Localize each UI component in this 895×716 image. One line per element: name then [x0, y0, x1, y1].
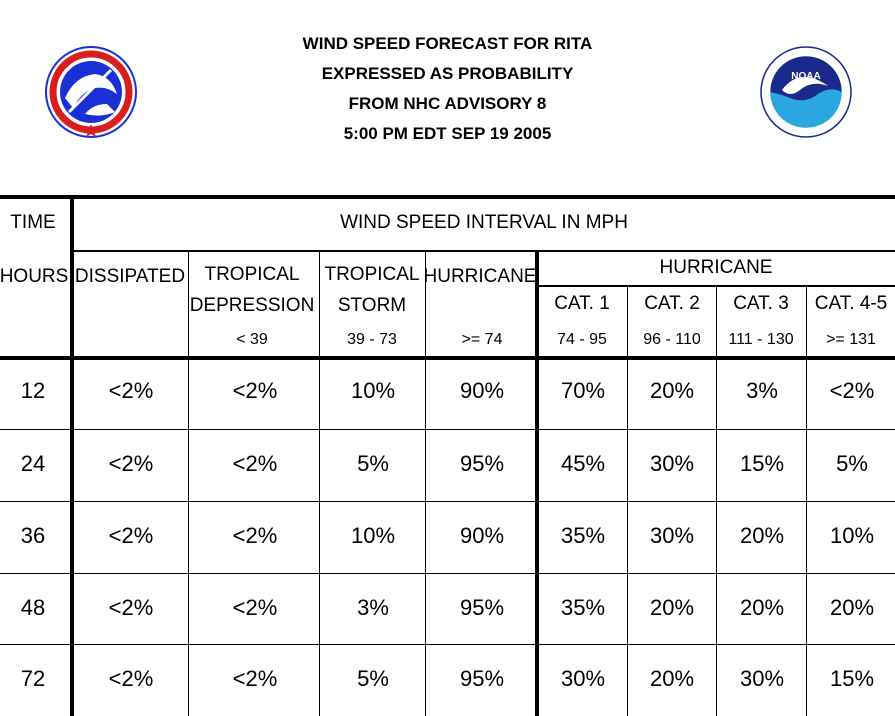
cell-cat2: 20%	[649, 666, 695, 691]
cell-cat3: 20%	[739, 523, 785, 548]
cell-cat2: 20%	[649, 595, 695, 620]
header-cat45: CAT. 4-5	[814, 293, 888, 314]
cell-cat45: 5%	[836, 451, 868, 476]
cell-cat45: 20%	[829, 595, 875, 620]
column-divider	[627, 285, 628, 716]
cell-cat2: 20%	[649, 378, 695, 403]
cell-tropical-depression: <2%	[232, 378, 278, 403]
column-divider	[806, 285, 807, 716]
header-dissipated: DISSIPATED	[74, 266, 186, 287]
cell-hurricane: 95%	[459, 451, 505, 476]
column-divider	[716, 285, 717, 716]
cell-dissipated: <2%	[108, 451, 154, 476]
cell-tropical-depression: <2%	[232, 523, 278, 548]
cell-hours: 72	[20, 666, 46, 691]
cell-tropical-storm: 10%	[350, 523, 396, 548]
header-hurricane: HURRICANE	[423, 266, 537, 287]
cell-cat3: 20%	[739, 595, 785, 620]
header-ts-line2: STORM	[337, 295, 407, 316]
header-wind-interval: WIND SPEED INTERVAL IN MPH	[340, 212, 628, 233]
cell-cat45: 15%	[829, 666, 875, 691]
header-cat3: CAT. 3	[733, 293, 789, 314]
header-time: TIME	[10, 212, 56, 233]
cell-hurricane: 95%	[459, 666, 505, 691]
cell-tropical-storm: 10%	[350, 378, 396, 403]
header-td-line2: DEPRESSION	[189, 295, 315, 316]
cell-hours: 36	[20, 523, 46, 548]
column-divider	[425, 250, 426, 716]
nws-logo-icon	[45, 46, 137, 138]
cell-cat3: 15%	[739, 451, 785, 476]
header-cat3-range: 111 - 130	[728, 331, 794, 348]
row-divider	[0, 644, 895, 645]
header-bottom-border	[0, 356, 895, 360]
cell-cat1: 35%	[560, 523, 606, 548]
cell-cat45: 10%	[829, 523, 875, 548]
header-hurricane-group: HURRICANE	[659, 257, 773, 278]
header-ts-range: 39 - 73	[347, 331, 397, 348]
cell-cat1: 70%	[560, 378, 606, 403]
header-ts-line1: TROPICAL	[324, 264, 420, 285]
header-cat1-range: 74 - 95	[557, 331, 607, 348]
noaa-logo-icon	[760, 46, 852, 138]
column-divider	[188, 250, 189, 716]
cell-hurricane: 95%	[459, 595, 505, 620]
cell-hurricane: 90%	[459, 378, 505, 403]
cell-dissipated: <2%	[108, 523, 154, 548]
header-td-range: < 39	[236, 331, 268, 348]
row-divider	[0, 501, 895, 502]
cell-cat1: 35%	[560, 595, 606, 620]
noaa-logo-text: NOAA	[791, 71, 821, 82]
cell-tropical-storm: 3%	[357, 595, 389, 620]
row-divider	[0, 429, 895, 430]
table-top-border	[0, 195, 895, 199]
cell-hours: 12	[20, 378, 46, 403]
cell-cat1: 30%	[560, 666, 606, 691]
column-divider-thick	[70, 195, 74, 716]
column-divider-thick	[535, 250, 539, 716]
cell-dissipated: <2%	[108, 595, 154, 620]
cell-cat1: 45%	[560, 451, 606, 476]
header-divider	[72, 250, 895, 252]
cell-cat3: 3%	[746, 378, 778, 403]
cell-hours: 48	[20, 595, 46, 620]
cell-tropical-depression: <2%	[232, 595, 278, 620]
header-cat2-range: 96 - 110	[643, 331, 701, 348]
header-cat45-range: >= 131	[826, 331, 876, 348]
cell-hurricane: 90%	[459, 523, 505, 548]
column-divider	[319, 250, 320, 716]
header-cat2: CAT. 2	[644, 293, 700, 314]
title-line-4: 5:00 PM EDT SEP 19 2005	[343, 124, 552, 143]
header-cat1: CAT. 1	[554, 293, 610, 314]
cell-tropical-storm: 5%	[357, 666, 389, 691]
header-td-line1: TROPICAL	[204, 264, 300, 285]
cell-tropical-depression: <2%	[232, 451, 278, 476]
row-divider	[0, 573, 895, 574]
cell-cat2: 30%	[649, 451, 695, 476]
cell-hours: 24	[20, 451, 46, 476]
cell-cat3: 30%	[739, 666, 785, 691]
cell-tropical-depression: <2%	[232, 666, 278, 691]
header-hurricane-range: >= 74	[461, 331, 503, 348]
title-line-3: FROM NHC ADVISORY 8	[348, 94, 547, 113]
title-line-2: EXPRESSED AS PROBABILITY	[321, 64, 574, 83]
cell-cat45: <2%	[829, 378, 875, 403]
cell-tropical-storm: 5%	[357, 451, 389, 476]
cell-dissipated: <2%	[108, 378, 154, 403]
cell-dissipated: <2%	[108, 666, 154, 691]
cell-cat2: 30%	[649, 523, 695, 548]
title-line-1: WIND SPEED FORECAST FOR RITA	[302, 34, 593, 53]
header-hours: HOURS	[0, 266, 69, 287]
